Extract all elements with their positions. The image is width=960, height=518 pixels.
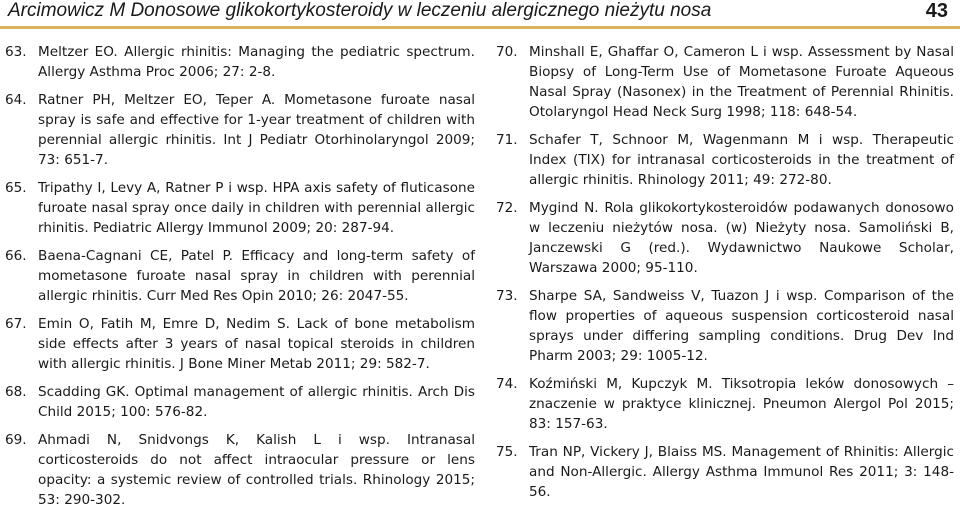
reference-text: Emin O, Fatih M, Emre D, Nedim S. Lack of bone metabolism side effects after 3 years of nasal topical steroids in children with allergic rhinitis. J Bone Miner Metab 2011; 29: 582-7. <box>38 316 475 372</box>
reference-63 <box>5 42 475 82</box>
reference-text: Minshall E, Ghaffar O, Cameron L i wsp. Assessment by Nasal Biopsy of Long-Term Use of Mometasone Furoate Aqueous Nasal Spray (Nasonex) in the Treatment of Perennial Rhinitis. Otolaryngol Head Neck Surg 1998; 118: 648-54. <box>529 44 954 120</box>
references-left-column <box>5 42 475 518</box>
reference-69 <box>5 430 475 510</box>
reference-text: Ratner PH, Meltzer EO, Teper A. Mometasone furoate nasal spray is safe and effective for 1-year treatment of children with perennial allergic rhinitis. Int J Pediatr Otorhinolaryngol 2009; 73: 651-7. <box>38 92 475 168</box>
reference-number: 63. <box>5 44 27 60</box>
reference-text: Koźmiński M, Kupczyk M. Tiksotropia leków donosowych – znaczenie w praktyce klinicznej. Pneumon Alergol Pol 2015; 83: 157-63. <box>529 376 954 432</box>
reference-text: Mygind N. Rola glikokortykosteroidów podawanych donosowo w leczeniu nieżytów nosa. (w) Nieżyty nosa. Samoliński B, Janczewski G (red.). Wydawnictwo Naukowe Scholar, Warszawa 2000; 95-110. <box>529 200 954 276</box>
reference-text: Baena-Cagnani CE, Patel P. Efficacy and long-term safety of mometasone furoate nasal spray in children with perennial allergic rhinitis. Curr Med Res Opin 2010; 26: 2047-55. <box>38 248 475 304</box>
header-rule <box>0 26 960 29</box>
reference-number: 70. <box>496 44 518 60</box>
reference-text: Schafer T, Schnoor M, Wagenmann M i wsp. Therapeutic Index (TIX) for intranasal corticosteroids in the treatment of allergic rhinitis. Rhinology 2011; 49: 272-80. <box>529 132 954 188</box>
reference-number: 72. <box>496 200 518 216</box>
reference-number: 71. <box>496 132 518 148</box>
reference-number: 64. <box>5 92 27 108</box>
reference-number: 74. <box>496 376 518 392</box>
references-right-column <box>496 42 954 510</box>
reference-66 <box>5 246 475 306</box>
reference-text: Meltzer EO. Allergic rhinitis: Managing the pediatric spectrum. Allergy Asthma Proc 2006; 27: 2-8. <box>38 44 475 80</box>
page-number: 43 <box>925 0 948 22</box>
reference-72 <box>496 198 954 278</box>
reference-number: 65. <box>5 180 27 196</box>
reference-74 <box>496 374 954 434</box>
reference-text: Scadding GK. Optimal management of allergic rhinitis. Arch Dis Child 2015; 100: 576-82. <box>38 384 475 420</box>
reference-71 <box>496 130 954 190</box>
reference-number: 75. <box>496 444 518 460</box>
reference-73 <box>496 286 954 366</box>
reference-text: Tripathy I, Levy A, Ratner P i wsp. HPA axis safety of fluticasone furoate nasal spray once daily in children with perennial allergic rhinitis. Pediatric Allergy Immunol 2009; 20: 287-94. <box>38 180 475 236</box>
reference-number: 73. <box>496 288 518 304</box>
reference-number: 68. <box>5 384 27 400</box>
running-title: Arcimowicz M Donosowe glikokortykosteroidy w leczeniu alergicznego nieżytu nosa <box>8 0 712 21</box>
reference-text: Ahmadi N, Snidvongs K, Kalish L i wsp. Intranasal corticosteroids do not affect intraocular pressure or lens opacity: a systemic review of controlled trials. Rhinology 2015; 53: 290-302. <box>38 432 475 508</box>
reference-67 <box>5 314 475 374</box>
reference-65 <box>5 178 475 238</box>
reference-75 <box>496 442 954 502</box>
reference-number: 67. <box>5 316 27 332</box>
reference-number: 66. <box>5 248 27 264</box>
reference-text: Sharpe SA, Sandweiss V, Tuazon J i wsp. Comparison of the flow properties of aqueous suspension corticosteroid nasal sprays under differing sampling conditions. Drug Dev Ind Pharm 2003; 29: 1005-12. <box>529 288 954 364</box>
reference-number: 69. <box>5 432 27 448</box>
reference-68 <box>5 382 475 422</box>
reference-70 <box>496 42 954 122</box>
reference-text: Tran NP, Vickery J, Blaiss MS. Management of Rhinitis: Allergic and Non-Allergic. Allergy Asthma Immunol Res 2011; 3: 148-56. <box>529 444 954 500</box>
reference-64 <box>5 90 475 170</box>
